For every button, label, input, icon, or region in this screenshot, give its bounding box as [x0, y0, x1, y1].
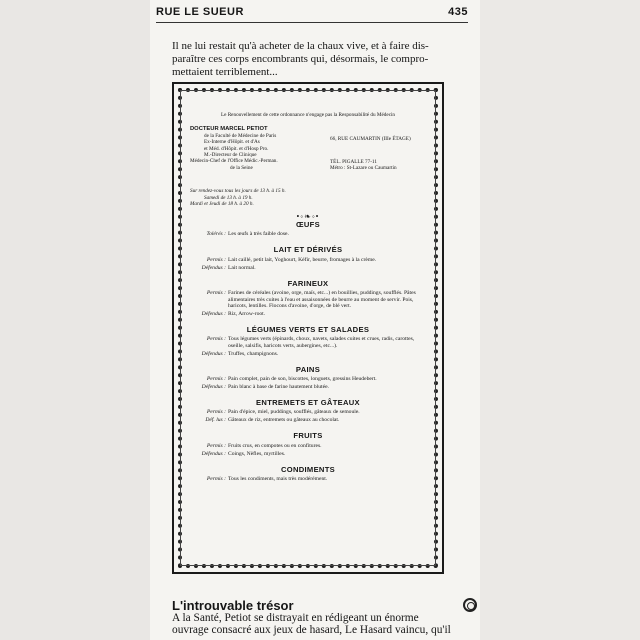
header-rule — [156, 22, 468, 23]
diet-row — [190, 476, 426, 483]
section-title: FARINEUX — [287, 278, 329, 288]
doctor-line: de la Seine — [230, 164, 253, 171]
hours-line: Samedi de 13 h. à 19 h. — [204, 194, 253, 201]
diet-row — [190, 351, 426, 358]
letterhead — [190, 126, 426, 180]
diet-row-text: Pain complet, pain de son, biscottes, longuets, gressins Heudebert. — [228, 376, 377, 383]
diet-row-label: Permis : — [206, 376, 226, 383]
diet-row-label: Permis : — [206, 409, 226, 416]
diet-sections — [190, 222, 426, 483]
diet-row-text: Lait normal. — [228, 264, 256, 271]
doctor-contact — [330, 136, 430, 171]
intro-line: Il ne lui restait qu'à acheter de la chaux vive, et à faire dis- — [172, 40, 429, 52]
consultation-hours — [190, 188, 426, 207]
doctor-line: M.-Directeur de Clinique — [204, 152, 257, 159]
diet-row-text: Tous les condiments, mais très modérément. — [228, 476, 328, 483]
diet-row-text: Gâteaux de riz, entremets ou gâteaux au chocolat. — [228, 417, 340, 424]
page-number: 435 — [448, 6, 468, 18]
section-title: PAINS — [295, 364, 321, 374]
diet-row-text: Truffes, champignons. — [228, 350, 279, 357]
address-line: 66, RUE CAUMARTIN (IIIe ÉTAGE) — [330, 136, 411, 143]
diet-row — [190, 265, 426, 272]
running-header-title: RUE LE SUEUR — [156, 6, 244, 18]
library-stamp-icon — [463, 598, 477, 612]
hours-line: Sur rendez-vous tous les jours de 13 h. à 15 h. — [190, 188, 286, 195]
diet-row-text: Les œufs à très faible dose. — [228, 231, 289, 238]
diet-row-label: Tolérés : — [206, 231, 226, 238]
intro-line: mettaient terriblement... — [172, 66, 278, 78]
section-title: ENTREMETS ET GÂTEAUX — [256, 398, 360, 408]
facing-page-edge — [480, 0, 640, 640]
diet-row-text: Pain d'épice, miel, puddings, soufflés, gâteaux de semoule. — [228, 409, 360, 416]
diet-row — [190, 384, 426, 391]
doctor-credentials — [190, 126, 315, 171]
diet-row-label: Déf. lus : — [205, 417, 226, 424]
diet-row — [190, 451, 426, 458]
prescription-content — [190, 112, 426, 484]
diet-row-label: Défendus : — [201, 384, 226, 391]
diet-row-label: Permis : — [206, 290, 226, 297]
diet-row — [190, 417, 426, 424]
intro-paragraph — [172, 40, 444, 79]
section-title: CONDIMENTS — [280, 464, 336, 474]
diet-row-label: Permis : — [206, 442, 226, 449]
diet-row-text: Lait caillé, petit lait, Yoghourt, Kéfir, beurre, fromages à la crème. — [228, 256, 377, 263]
diet-row — [190, 231, 426, 238]
doctor-line: et Méd. d'Hôpit. et d'Hosp Pro. — [204, 145, 269, 152]
doctor-name: DOCTEUR MARCEL PETIOT — [190, 126, 268, 133]
diet-row-label: Permis : — [206, 476, 226, 483]
diet-row — [190, 376, 426, 383]
section-title: ŒUFS — [296, 220, 320, 230]
diet-row — [190, 290, 426, 310]
diet-row — [190, 409, 426, 416]
diet-row — [190, 311, 426, 318]
diet-row-text: Fruits crus, en compotes ou en confitures. — [228, 442, 322, 449]
diet-row — [190, 257, 426, 264]
diet-row-text: Riz, Arrow-root. — [228, 311, 266, 318]
hours-line: Mardi et Jeudi de 18 h. à 20 h. — [190, 201, 254, 208]
body-line: A la Santé, Petiot se distrayait en rédigeant un énorme — [172, 612, 419, 624]
diet-row-label: Permis : — [206, 256, 226, 263]
running-header — [156, 6, 468, 20]
section-title: FRUITS — [293, 431, 323, 441]
diet-row-label: Défendus : — [201, 264, 226, 271]
ornament-divider: •◦❧◦• — [296, 211, 320, 221]
diet-row-label: Permis : — [206, 336, 226, 343]
diet-row-text: Coings, Nèfles, myrtilles. — [228, 450, 286, 457]
diet-row-text: Farines de céréales (avoine, orge, maïs, etc...) en bouillies, puddings, soufflés. Pâtes alimentaires très cuites à l'eau et assaisonnées de beurre au moment de servir. Pois, haricots, lentilles. Flocons d'avoine, d'orge, de blé vert. — [228, 290, 416, 310]
intro-line: paraître ces corps encombrants qui, désormais, le compro- — [172, 53, 429, 65]
doctor-line: Médecin-Chef de l'Office Médic.-Perman. — [190, 158, 278, 165]
diet-row-label: Défendus : — [201, 311, 226, 318]
doctor-line: de la Faculté de Médecine de Paris — [204, 132, 277, 139]
metro-line: Métro : St-Lazare ou Caumartin — [330, 165, 397, 172]
diet-row — [190, 443, 426, 450]
diet-row-label: Défendus : — [201, 450, 226, 457]
diet-row — [190, 336, 426, 349]
section-title: LÉGUMES VERTS ET SALADES — [246, 325, 370, 335]
section-title: LAIT ET DÉRIVÉS — [273, 245, 343, 255]
renewal-notice: Le Renouvellement de cette ordonnance n'engage pas la Responsabilité du Médecin — [220, 112, 396, 118]
subsection-title: L'introuvable trésor — [172, 598, 294, 613]
body-line: ouvrage consacré aux jeux de hasard, Le Hasard vaincu, qu'il — [172, 624, 451, 636]
diet-row-label: Défendus : — [201, 350, 226, 357]
diet-row-text: Pain blanc à base de farine hautement blutée. — [228, 384, 329, 391]
phone-line: TÉL. PIGALLE 77-11 — [330, 158, 377, 165]
body-paragraph — [172, 612, 462, 636]
diet-row-text: Tous légumes verts (épinards, choux, navets, salades cuites et crues, radis, carottes, oseille, salsifis, haricots verts, aubergines, etc...). — [228, 336, 415, 350]
doctor-line: Ex-Interne d'Hôpit. et d'As — [204, 139, 260, 146]
